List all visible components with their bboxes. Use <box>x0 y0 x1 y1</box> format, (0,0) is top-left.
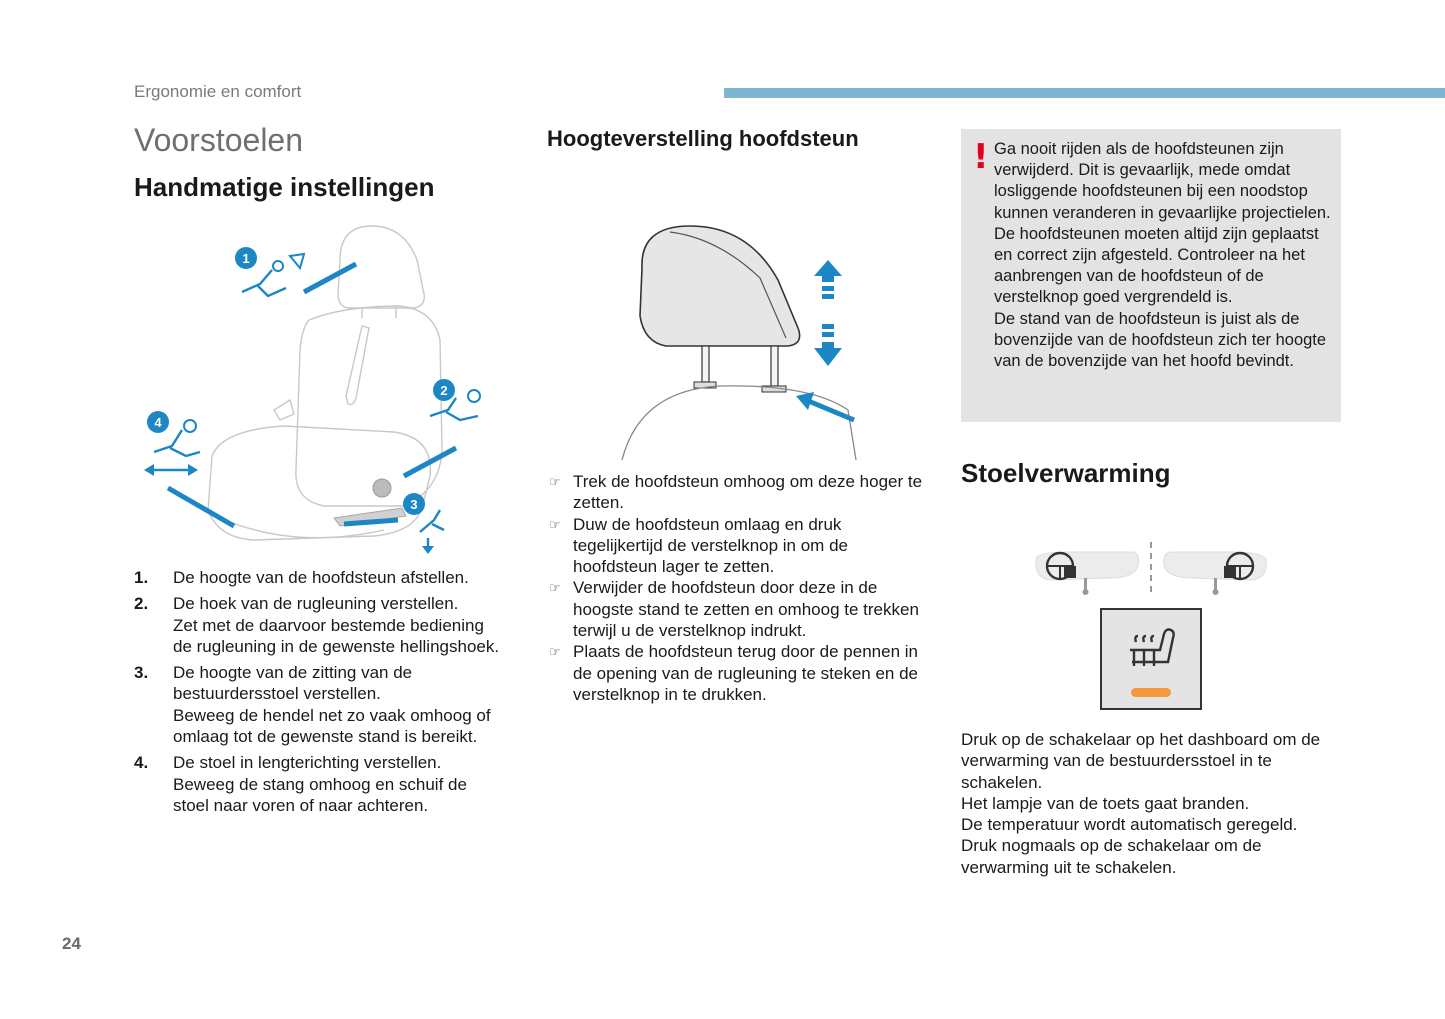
section-heading-headrest: Hoogteverstelling hoofdsteun <box>547 126 859 151</box>
section-heading-manual: Handmatige instellingen <box>134 172 435 202</box>
list-item: ☞ Plaats de hoofdsteun terug door de pennen in de opening van de rugleuning te steken en de verstelknop in te drukken. <box>549 642 918 704</box>
header-accent-bar <box>724 88 1445 98</box>
headrest-illustration <box>610 220 870 465</box>
indicator-light <box>1131 688 1171 697</box>
list-item: ☞ Verwijder de hoofdsteun door deze in de hoogste stand te zetten en omhoog te trekken terwijl u de verstelknop indrukt. <box>549 578 919 641</box>
list-item: ☞ Trek de hoofdsteun omhoog om deze hoger te zetten. <box>549 472 923 513</box>
svg-text:1: 1 <box>242 251 250 266</box>
svg-text:2: 2 <box>440 383 448 398</box>
seat-heating-text: Druk op de schakelaar op het dashboard om de verwarming van de bestuurdersstoel in te schakelen. Het lampje van de toets gaat branden. De temperatuur wordt automatisch geregeld. Druk nogmaals op de schakelaar om de verwarming uit te schakelen. <box>961 730 1321 877</box>
warning-icon: ! <box>973 137 989 177</box>
pointing-hand-icon: ☞ <box>549 516 561 532</box>
page-title: Voorstoelen <box>134 122 304 158</box>
svg-text:3: 3 <box>410 497 418 512</box>
list-item: 1. De hoogte van de hoofdsteun afstellen. <box>134 568 469 587</box>
svg-text:4: 4 <box>154 415 162 430</box>
section-label: Ergonomie en comfort <box>134 82 302 101</box>
cushion-outline <box>208 426 430 540</box>
list-item: 3. De hoogte van de zitting van de bestuurdersstoel verstellen. Beweeg de hendel net zo vaak omhoog of omlaag tot de gewenste stand is bereikt. <box>134 663 491 747</box>
callout-4 <box>144 411 234 526</box>
list-item: ☞ Duw de hoofdsteun omlaag en druk tegelijkertijd de verstelknop in om de hoofdsteun lager te zetten. <box>549 514 848 577</box>
pointing-hand-icon: ☞ <box>549 580 561 596</box>
seat-heating-illustration <box>1030 538 1270 713</box>
pointing-hand-icon: ☞ <box>549 474 561 489</box>
warning-text: Ga nooit rijden als de hoofdsteunen zijn verwijderd. Dit is gevaarlijk, mede omdat losliggende hoofdsteunen bij een noodstop kunnen veranderen in gevaarlijke projectielen. De hoofdsteunen moeten altijd zijn geplaatst en correct zijn afgesteld. Controleer na het aanbrengen van de hoofdsteun of de verstelknop goed vergrendeld is. De stand van de hoofdsteun is juist als de bovenzijde van de hoofdsteun zich ter hoogte van de bovenzijde van het hoofd bevindt. <box>994 140 1331 371</box>
seat-adjustment-illustration <box>134 220 504 560</box>
list-item: 4. De stoel in lengterichting verstellen. Beweeg de stang omhoog en schuif de stoel naar voren of naar achteren. <box>134 753 467 815</box>
adjustment-list <box>134 567 504 821</box>
page-number: 24 <box>62 934 81 953</box>
backrest-outline <box>296 306 442 506</box>
pointing-hand-icon: ☞ <box>549 644 561 660</box>
section-heading-seat-heating: Stoelverwarming <box>961 458 1171 488</box>
list-item: 2. De hoek van de rugleuning verstellen. Zet met de daarvoor bestemde bediening de rugleuning in de gewenste hellingshoek. <box>134 594 500 656</box>
headrest-instructions <box>547 471 927 705</box>
callout-3 <box>344 493 444 554</box>
warning-box <box>961 129 1341 422</box>
